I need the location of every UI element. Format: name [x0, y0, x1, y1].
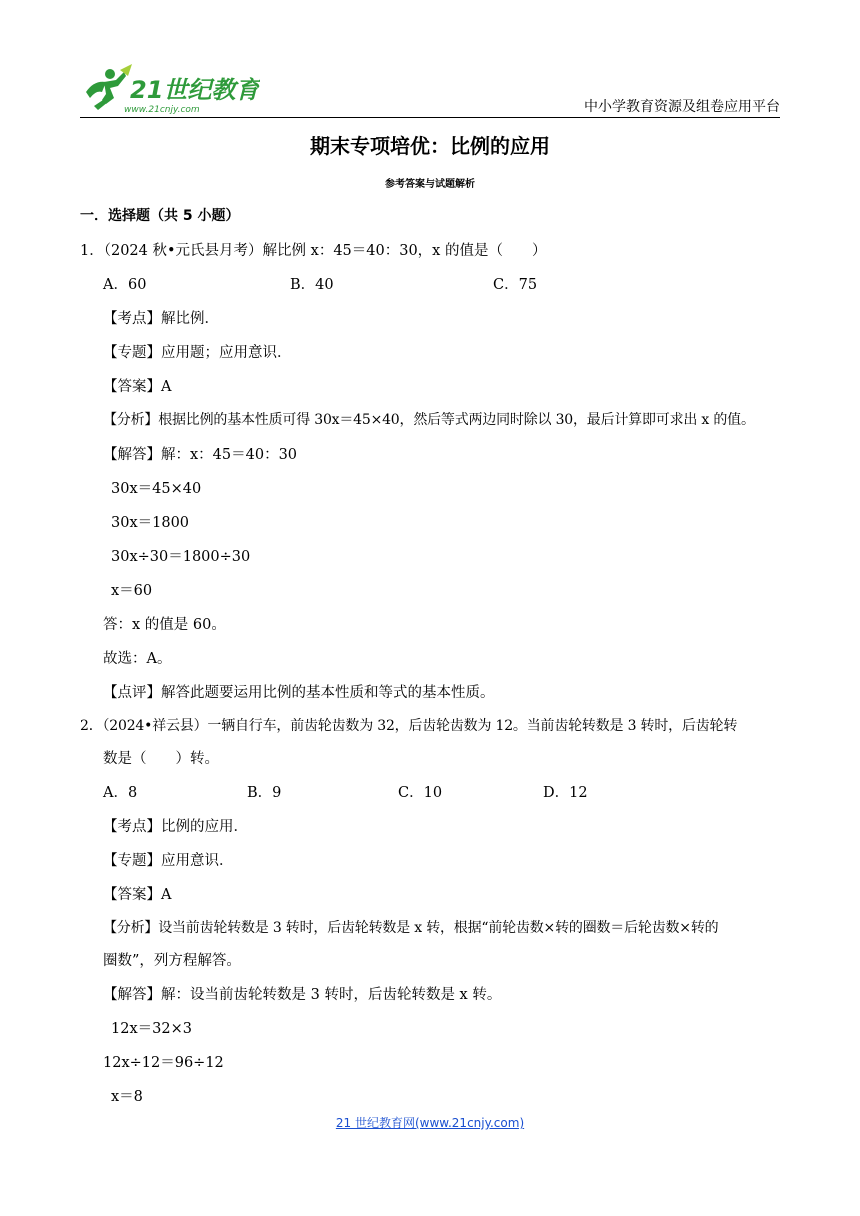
q1-kaodian: 【考点】解比例．	[103, 311, 219, 327]
q2-option-c: C．10	[398, 785, 443, 801]
q2-stem-line1: 2．（2024•祥云县）一辆自行车，前齿轮齿数为 32，后齿轮齿数为 12。当前齿轮转数是 3 转时，后齿轮转	[80, 718, 738, 734]
q2-analysis-line2: 圈数”，列方程解答。	[103, 953, 241, 969]
q1-zhuanti: 【专题】应用题；应用意识．	[103, 345, 292, 361]
footer-link[interactable]: 21 世纪教育网(www.21cnjy.com)	[335, 1116, 525, 1130]
q1-step-4: x＝60	[111, 583, 153, 599]
svg-text:21世纪教育: 21世纪教育	[130, 76, 260, 104]
page-subtitle: 参考答案与试题解析	[385, 179, 475, 190]
svg-text:www.21cnjy.com: www.21cnjy.com	[124, 105, 200, 115]
q2-kaodian: 【考点】比例的应用．	[103, 819, 248, 835]
q1-option-c: C．75	[493, 277, 538, 293]
q1-answer-key: 【答案】A	[103, 379, 172, 395]
q1-option-b: B．40	[290, 277, 334, 293]
q2-option-a: A．8	[103, 785, 138, 801]
q2-zhuanti: 【专题】应用意识．	[103, 853, 234, 869]
page-header	[80, 62, 780, 118]
q2-step-1: 12x＝32×3	[111, 1021, 192, 1037]
q1-stem: 1．（2024 秋•元氏县月考）解比例 x：45＝40：30，x 的值是（ ）	[80, 243, 547, 259]
q2-option-b: B．9	[247, 785, 282, 801]
q1-step-3: 30x÷30＝1800÷30	[111, 549, 251, 565]
q1-option-a: A．60	[103, 277, 147, 293]
logo-icon	[80, 62, 260, 118]
q1-analysis: 【分析】根据比例的基本性质可得 30x＝45×40，然后等式两边同时除以 30，最后计算即可求出 x 的值。	[103, 412, 755, 428]
q1-solution: 【解答】解：x：45＝40：30	[103, 447, 298, 463]
q2-solution: 【解答】解：设当前齿轮转数是 3 转时，后齿轮转数是 x 转。	[103, 987, 502, 1003]
q1-step-2: 30x＝1800	[111, 515, 190, 531]
q2-stem-line2: 数是（ ）转。	[103, 751, 219, 767]
q2-answer-key: 【答案】A	[103, 887, 172, 903]
q2-option-d: D．12	[543, 785, 588, 801]
q2-step-3: x＝8	[111, 1089, 143, 1105]
page-title: 期末专项培优：比例的应用	[310, 134, 550, 158]
section-heading: 一．选择题（共 5 小题）	[80, 208, 240, 224]
q2-step-2: 12x÷12＝96÷12	[103, 1055, 224, 1071]
footer	[0, 1114, 860, 1131]
platform-name: 中小学教育资源及组卷应用平台	[584, 99, 780, 115]
q1-step-1: 30x＝45×40	[111, 481, 202, 497]
q1-comment: 【点评】解答此题要运用比例的基本性质和等式的基本性质。	[103, 685, 495, 701]
q1-choice: 故选：A。	[103, 651, 172, 667]
header-rule	[80, 117, 780, 118]
q2-analysis-line1: 【分析】设当前齿轮转数是 3 转时，后齿轮转数是 x 转，根据“前轮齿数×转的圈数＝后轮齿数×转的	[103, 920, 719, 936]
q1-final-answer: 答：x 的值是 60。	[103, 617, 226, 633]
